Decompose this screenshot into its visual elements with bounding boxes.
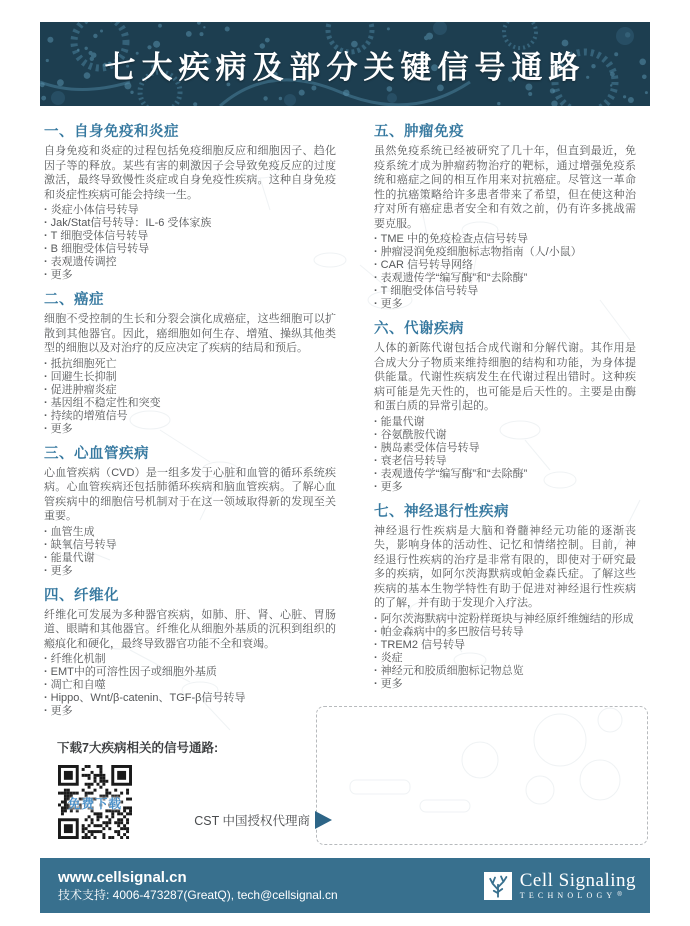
bullet-item: · 表观遗传调控: [44, 256, 336, 269]
footer-website[interactable]: www.cellsignal.cn: [58, 869, 187, 886]
bullet-item: · 持续的增殖信号: [44, 410, 336, 423]
section-bullet-list: [44, 653, 336, 718]
bullet-item: · 更多: [44, 269, 336, 282]
bullet-item: · TME 中的免疫检查点信号转导: [374, 233, 636, 246]
section-heading: 二、癌症: [44, 292, 104, 308]
page-title: 七大疾病及部分关键信号通路: [104, 49, 586, 85]
tree-icon: [484, 872, 512, 900]
registered-mark: ®: [617, 892, 622, 898]
bullet-item: · 衰老信号转导: [374, 455, 636, 468]
section-body: 纤维化可发展为多种器官疾病，如肺、肝、肾、心脏、胃肠道、眼睛和其他器官。纤维化从细胞外基质的沉积到组织的瘢痕化和硬化，最终导致器官功能不全和衰竭。: [44, 608, 336, 650]
left-column: [44, 124, 336, 728]
section-body: 细胞不受控制的生长和分裂会演化成癌症，这些细胞可以扩散到其他器官。因此，癌细胞如何生存、增殖、操纵其他类型的细胞以及对治疗的反应决定了疾病的结局和预后。: [44, 313, 336, 354]
bullet-item: · 肿瘤浸润免疫细胞标志物指南（人/小鼠）: [374, 246, 636, 259]
bullet-item: · Jak/Stat信号转导：IL-6 受体家族: [44, 217, 336, 230]
cst-logo: [484, 871, 636, 900]
section-body: 虽然免疫系统已经被研究了几十年，但直到最近，免疫系统才成为肿瘤药物治疗的靶标，通过增强免疫系统和癌症之间的相互作用来对抗癌症。尽管这一革命性的抗癌策略给许多患者带来了希望，但在使这种治疗对所有癌症患者安全和有效之前，仍有许多挑战需要克服。: [374, 145, 636, 230]
footer-contact: [58, 868, 338, 903]
bullet-item: · 回避生长抑制: [44, 371, 336, 384]
footer-support: 技术支持: 4006-473287(GreatQ), tech@cellsignal.cn: [58, 888, 338, 902]
bullet-item: · 更多: [44, 565, 336, 578]
section-body: 人体的新陈代谢包括合成代谢和分解代谢。其作用是合成大分子物质来维持细胞的结构和功能，为身体提供能量。代谢性疾病发生在代谢过程出错时。这种疾病可能是先天性的，也可能是后天性的。主要是由酶和蛋白质的异常引起的。: [374, 342, 636, 412]
bullet-item: · 表观遗传学“编写酶”和“去除酶”: [374, 468, 636, 481]
arrow-right-icon: [315, 811, 332, 829]
right-column: [374, 124, 636, 728]
bullet-item: · 抵抗细胞死亡: [44, 358, 336, 371]
logo-name: Cell Signaling: [519, 870, 636, 891]
bullet-item: · 更多: [374, 481, 636, 494]
bullet-item: · 神经元和胶质细胞标记物总览: [374, 665, 636, 678]
distributor-label: CST 中国授权代理商: [194, 814, 310, 828]
section-cancer: [44, 292, 336, 436]
section-heading: 三、心血管疾病: [44, 445, 149, 462]
bullet-item: · 胰岛素受体信号转导: [374, 442, 636, 455]
bullet-item: · 更多: [374, 298, 636, 311]
bullet-item: · 缺氧信号转导: [44, 539, 336, 552]
bullet-item: · TREM2 信号转导: [374, 639, 636, 652]
bullet-item: · 表观遗传学“编写酶”和“去除酶”: [374, 272, 636, 285]
section-cardiovascular: [44, 446, 336, 578]
bullet-item: · B 细胞受体信号转导: [44, 243, 336, 256]
bullet-item: · 纤维化机制: [44, 653, 336, 666]
footer-bar: [40, 858, 650, 913]
bullet-item: · T 细胞受体信号转导: [44, 230, 336, 243]
download-label: 下载7大疾病相关的信号通路:: [57, 741, 219, 755]
section-bullet-list: [44, 204, 336, 282]
distributor-row: [120, 811, 332, 829]
section-bullet-list: [374, 416, 636, 494]
section-heading: 四、纤维化: [44, 587, 119, 604]
section-metabolic-disease: [374, 321, 636, 494]
qr-overlay-label: 免费下载: [67, 797, 122, 811]
bullet-item: · 基因组不稳定性和突变: [44, 397, 336, 410]
section-tumor-immunology: [374, 124, 636, 311]
section-bullet-list: [44, 358, 336, 436]
section-heading: 六、代谢疾病: [374, 321, 464, 337]
section-heading: 七、神经退行性疾病: [374, 503, 509, 520]
section-autoimmune-inflammation: [44, 124, 336, 282]
header-banner: [40, 22, 650, 106]
bullet-item: · 凋亡和自噬: [44, 679, 336, 692]
logo-subtitle: TECHNOLOGY: [519, 891, 617, 900]
section-bullet-list: [374, 233, 636, 311]
bullet-item: · 更多: [374, 678, 636, 691]
bullet-item: · 血管生成: [44, 526, 336, 539]
bullet-item: · 帕金森病中的多巴胺信号转导: [374, 626, 636, 639]
bullet-item: · 能量代谢: [374, 416, 636, 429]
bullet-item: · T 细胞受体信号转导: [374, 285, 636, 298]
bullet-item: · 能量代谢: [44, 552, 336, 565]
section-bullet-list: [44, 526, 336, 578]
bullet-item: · 更多: [44, 423, 336, 436]
bullet-item: · 炎症小体信号转导: [44, 204, 336, 217]
section-body: 神经退行性疾病是大脑和脊髓神经元功能的逐渐丧失，影响身体的活动性、记忆和情绪控制。目前，神经退行性疾病的治疗是非常有限的，即使对于研究最多的疾病，如阿尔茨海默病或帕金森氏症。了解这些疾病的基本生物学特性有助于促进对神经退行性疾病的了解，并有助于发现介入疗法。: [374, 524, 636, 609]
content-columns: [44, 124, 648, 728]
bullet-item: · CAR 信号转导网络: [374, 259, 636, 272]
logo-text: [520, 871, 636, 900]
section-fibrosis: [44, 588, 336, 719]
section-body: 自身免疫和炎症的过程包括免疫细胞反应和细胞因子、趋化因子等的释放。某些有害的刺激因子会导致免疫反应的过度激活，最终导致慢性炎症或自身免疫性疾病。这种自身免疫和炎症性疾病可能会持续一生。: [44, 145, 336, 201]
bullet-item: · Hippo、Wnt/β-catenin、TGF-β信号转导: [44, 692, 336, 705]
bullet-item: · 炎症: [374, 652, 636, 665]
section-neurodegeneration: [374, 504, 636, 691]
section-heading: 一、自身免疫和炎症: [44, 124, 179, 140]
section-bullet-list: [374, 613, 636, 691]
section-heading: 五、肿瘤免疫: [374, 124, 464, 140]
bullet-item: · 谷氨酰胺代谢: [374, 429, 636, 442]
bullet-item: · 更多: [44, 705, 336, 718]
bullet-item: · EMT中的可溶性因子或细胞外基质: [44, 666, 336, 679]
bullet-item: · 阿尔茨海默病中淀粉样斑块与神经原纤维缠结的形成: [374, 613, 636, 626]
section-body: 心血管疾病（CVD）是一组多发于心脏和血管的循环系统疾病。心血管疾病还包括肺循环疾病和脑血管疾病。了解心血管疾病中的细胞信号机制对于在这一领域取得新的发现至关重要。: [44, 466, 336, 522]
bullet-item: · 促进肿瘤炎症: [44, 384, 336, 397]
